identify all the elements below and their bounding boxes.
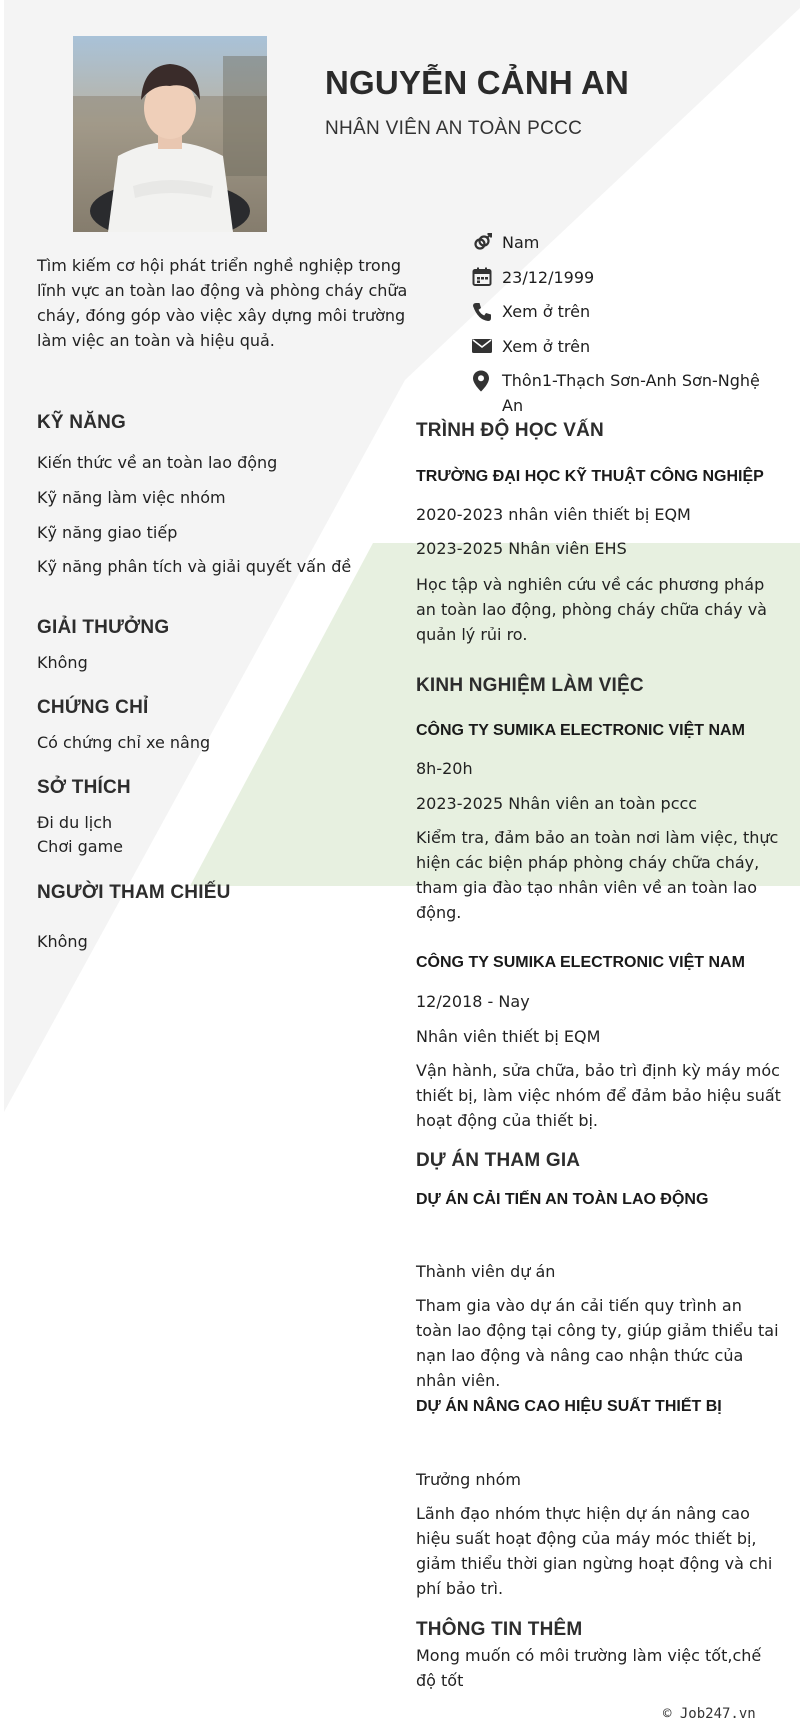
company-name: CÔNG TY SUMIKA ELECTRONIC VIỆT NAM	[416, 722, 745, 739]
calendar-icon	[472, 265, 502, 290]
gender-icon	[472, 230, 502, 255]
contact-address: Thôn1-Thạch Sơn-Anh Sơn-Nghệ An	[472, 368, 772, 418]
skill-item: Kiến thức về an toàn lao động	[37, 453, 278, 472]
skill-item: Kỹ năng làm việc nhóm	[37, 488, 226, 507]
job-role: Nhân viên thiết bị EQM	[416, 1027, 601, 1046]
education-description: Học tập và nghiên cứu về các phương pháp an toàn lao động, phòng cháy chữa cháy và quản lý rủi ro.	[416, 575, 767, 644]
project-description: Tham gia vào dự án cải tiến quy trình an toàn lao động tại công ty, giúp giảm thiểu tai nạn lao động và nâng cao nhận thức của nhân viên.	[416, 1296, 779, 1390]
project-role: Trưởng nhóm	[416, 1470, 521, 1489]
references-heading: NGƯỜI THAM CHIẾU	[37, 882, 231, 903]
career-objective: Tìm kiếm cơ hội phát triển nghề nghiệp trong lĩnh vực an toàn lao động và phòng cháy chữa cháy, đóng góp vào việc xây dựng môi trường làm việc an toàn và hiệu quả.	[37, 256, 408, 350]
profile-photo	[73, 36, 267, 232]
education-heading: TRÌNH ĐỘ HỌC VẤN	[416, 420, 604, 441]
awards-value: Không	[37, 653, 88, 672]
school-name: TRƯỜNG ĐẠI HỌC KỸ THUẬT CÔNG NGHIỆP	[416, 468, 764, 485]
hobby-item: Đi du lịch	[37, 813, 113, 832]
certificates-heading: CHỨNG CHỈ	[37, 697, 149, 718]
skills-heading: KỸ NĂNG	[37, 412, 127, 433]
phone-icon	[472, 299, 502, 324]
hobbies-heading: SỞ THÍCH	[37, 777, 131, 798]
email-icon	[472, 334, 502, 359]
skill-item: Kỹ năng giao tiếp	[37, 523, 178, 542]
project-role: Thành viên dự án	[416, 1262, 556, 1281]
skill-item: Kỹ năng phân tích và giải quyết vấn đề	[37, 557, 352, 576]
job-description: Kiểm tra, đảm bảo an toàn nơi làm việc, thực hiện các biện pháp phòng cháy chữa cháy, tham gia đào tạo nhân viên về an toàn lao động.	[416, 828, 779, 922]
additional-info-heading: THÔNG TIN THÊM	[416, 1619, 583, 1640]
contact-gender: Nam	[472, 230, 772, 265]
candidate-name: NGUYỄN CẢNH AN	[325, 64, 630, 101]
contact-birthdate: 23/12/1999	[472, 265, 772, 300]
candidate-job-title: NHÂN VIÊN AN TOÀN PCCC	[325, 118, 583, 139]
job-period: 8h-20h	[416, 759, 473, 778]
experience-heading: KINH NGHIỆM LÀM VIỆC	[416, 675, 644, 696]
hobby-item: Chơi game	[37, 837, 124, 856]
certificates-value: Có chứng chỉ xe nâng	[37, 733, 211, 752]
footer-credit: © Job247.vn	[663, 1706, 756, 1722]
additional-info-value: Mong muốn có môi trường làm việc tốt,chế độ tốt	[416, 1646, 762, 1690]
education-line: 2023-2025 Nhân viên EHS	[416, 539, 627, 558]
education-line: 2020-2023 nhân viên thiết bị EQM	[416, 505, 691, 524]
awards-heading: GIẢI THƯỞNG	[37, 617, 170, 638]
company-name: CÔNG TY SUMIKA ELECTRONIC VIỆT NAM	[416, 954, 745, 971]
project-description: Lãnh đạo nhóm thực hiện dự án nâng cao hiệu suất hoạt động của máy móc thiết bị, giảm thiểu thời gian ngừng hoạt động và chi phí bảo trì.	[416, 1504, 773, 1598]
contact-email: Xem ở trên	[472, 334, 772, 369]
location-pin-icon	[472, 368, 502, 393]
projects-heading: DỰ ÁN THAM GIA	[416, 1150, 581, 1171]
contact-phone: Xem ở trên	[472, 299, 772, 334]
references-value: Không	[37, 932, 88, 951]
job-period: 12/2018 - Nay	[416, 992, 530, 1011]
project-name: DỰ ÁN CẢI TIẾN AN TOÀN LAO ĐỘNG	[416, 1191, 709, 1208]
job-description: Vận hành, sửa chữa, bảo trì định kỳ máy móc thiết bị, làm việc nhóm để đảm bảo hiệu suất hoạt động của thiết bị.	[416, 1061, 781, 1130]
project-name: DỰ ÁN NÂNG CAO HIỆU SUẤT THIẾT BỊ	[416, 1398, 722, 1415]
contact-info	[472, 230, 772, 418]
job-role: 2023-2025 Nhân viên an toàn pccc	[416, 794, 698, 813]
